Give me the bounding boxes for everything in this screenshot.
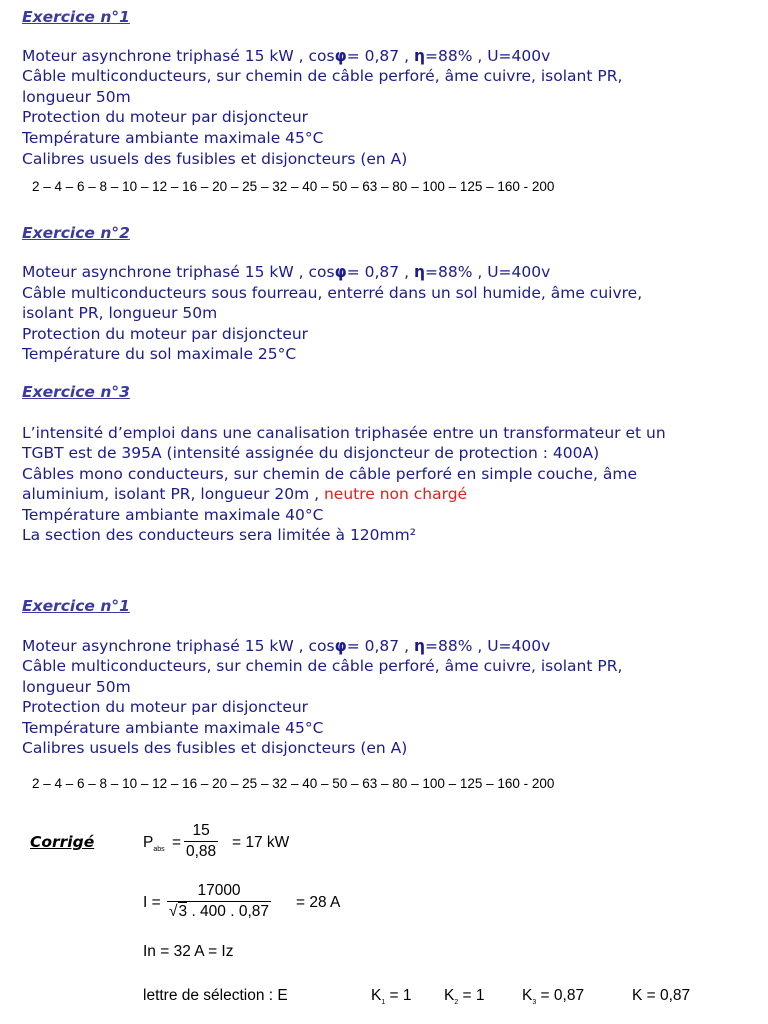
pabs-numerator: 15 — [192, 822, 210, 839]
selection-letter: lettre de sélection : E — [143, 987, 288, 1004]
ex1-cable-line: Câble multiconducteurs, sur chemin de câble perforé, âme cuivre, isolant PR, — [22, 67, 623, 85]
k1-coefficient: $K_1 = 1$ — [371, 987, 412, 1006]
ex3-current-line: L’intensité d’emploi dans une canalisation triphasée entre un transformateur et un — [22, 424, 666, 442]
ex3-aluminium-line: aluminium, isolant PR, longueur 20m , neutre non chargé — [22, 485, 468, 503]
corrige-label: Corrigé — [30, 833, 95, 851]
k2-coefficient: $K_2 = 1$ — [444, 987, 485, 1006]
ex2-protection-line: Protection du moteur par disjoncteur — [22, 325, 309, 343]
ex1-protection-line: Protection du moteur par disjoncteur — [22, 108, 309, 126]
pabs-symbol: $P_{abs}$ — [143, 834, 165, 853]
ex3-cable-line: Câbles mono conducteurs, sur chemin de câble perforé en simple couche, âme — [22, 465, 637, 483]
pabs-result: = 17 kW — [232, 834, 290, 851]
current-result: = 28 A — [296, 894, 341, 911]
current-fraction — [167, 882, 271, 921]
ex1-length-line: longueur 50m — [22, 88, 131, 106]
ex3-title: Exercice n°3 — [22, 383, 130, 401]
ex1-calibres-title: Calibres usuels des fusibles et disjoncteurs (en A) — [22, 150, 408, 168]
pabs-denominator: 0,88 — [186, 843, 217, 860]
ex1-temperature-line: Température ambiante maximale 45°C — [22, 129, 324, 147]
ex2-cable-line: Câble multiconducteurs sous fourreau, enterré dans un sol humide, âme cuivre, — [22, 284, 643, 302]
ex2-temperature-line: Température du sol maximale 25°C — [22, 345, 297, 363]
pabs-fraction — [184, 822, 218, 861]
ex1-repeat-length-line: longueur 50m — [22, 678, 131, 696]
ex3-tgbt-line: TGBT est de 395A (intensité assignée du disjoncteur de protection : 400A) — [22, 444, 600, 462]
ex1-repeat-calibres-title: Calibres usuels des fusibles et disjoncteurs (en A) — [22, 739, 408, 757]
ex3-section-line: La section des conducteurs sera limitée à 120mm² — [22, 526, 416, 544]
ex1-repeat-title: Exercice n°1 — [22, 597, 130, 615]
ex1-calibres-list: 2 – 4 – 6 – 8 – 10 – 12 – 16 – 20 – 25 – 32 – 40 – 50 – 63 – 80 – 100 – 125 – 160 - 200 — [32, 179, 555, 194]
ex2-insulation-line: isolant PR, longueur 50m — [22, 304, 218, 322]
ex3-temperature-line: Température ambiante maximale 40°C — [22, 506, 324, 524]
current-denominator: √3 . 400 . 0,87 — [169, 903, 270, 920]
ex2-title: Exercice n°2 — [22, 224, 130, 242]
current-numerator: 17000 — [197, 882, 241, 899]
ex1-repeat-cable-line: Câble multiconducteurs, sur chemin de câble perforé, âme cuivre, isolant PR, — [22, 657, 623, 675]
ex1-repeat-temperature-line: Température ambiante maximale 45°C — [22, 719, 324, 737]
ex2-motor-line: Moteur asynchrone triphasé 15 kW , cosφ= 0,87 , η=88% , U=400v — [22, 263, 551, 281]
neutre-note: neutre non chargé — [323, 485, 468, 503]
in-iz-line: In = 32 A = Iz — [143, 943, 234, 960]
ex1-repeat-protection-line: Protection du moteur par disjoncteur — [22, 698, 309, 716]
ex1-title: Exercice n°1 — [22, 8, 130, 26]
ex1-repeat-calibres-list: 2 – 4 – 6 – 8 – 10 – 12 – 16 – 20 – 25 – 32 – 40 – 50 – 63 – 80 – 100 – 125 – 160 - 200 — [32, 776, 555, 791]
k-total: K = 0,87 — [632, 987, 691, 1004]
ex1-motor-line: Moteur asynchrone triphasé 15 kW , cosφ= 0,87 , η=88% , U=400v — [22, 47, 551, 65]
pabs-equals: = — [172, 834, 182, 851]
current-lhs: I = — [143, 894, 161, 911]
k3-coefficient: $K_3 = 0,87$ — [522, 987, 585, 1006]
ex1-repeat-motor-line: Moteur asynchrone triphasé 15 kW , cosφ= 0,87 , η=88% , U=400v — [22, 637, 551, 655]
